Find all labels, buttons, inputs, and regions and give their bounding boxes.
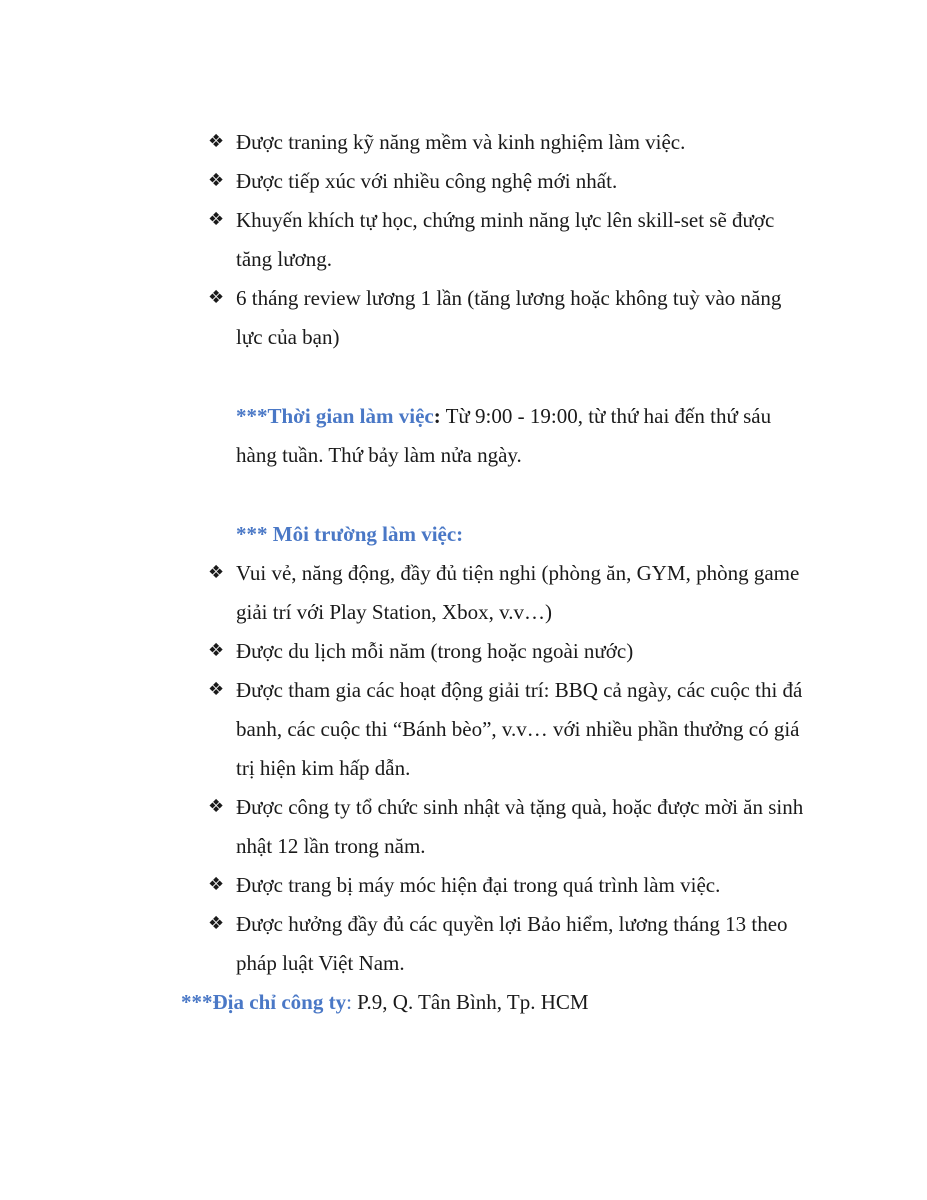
bullet-icon: ❖ — [208, 874, 225, 895]
environment-heading: *** Môi trường làm việc: — [236, 522, 464, 546]
bullet-icon: ❖ — [208, 640, 225, 661]
environment-item-4-line-2: nhật 12 lần trong năm. — [236, 834, 426, 858]
working-time-line-2: hàng tuần. Thứ bảy làm nửa ngày. — [236, 443, 522, 467]
environment-item-1-line-1: Vui vẻ, năng động, đầy đủ tiện nghi (phòng ăn, GYM, phòng game — [236, 561, 800, 585]
environment-item-3-line-3: trị hiện kim hấp dẫn. — [236, 756, 411, 780]
working-time-text: Từ 9:00 - 19:00, từ thứ hai đến thứ sáu — [440, 404, 772, 428]
benefit-item-1-line-1: Được traning kỹ năng mềm và kinh nghiệm làm việc. — [236, 130, 686, 154]
bullet-icon: ❖ — [208, 131, 225, 152]
bullet-icon: ❖ — [208, 562, 225, 583]
environment-item-5-line-1: Được trang bị máy móc hiện đại trong quá trình làm việc. — [236, 873, 721, 897]
address-label: ***Địa chỉ công ty — [181, 990, 347, 1014]
bullet-icon: ❖ — [208, 209, 225, 230]
bullet-icon: ❖ — [208, 796, 225, 817]
environment-item-6-line-2: pháp luật Việt Nam. — [236, 951, 405, 975]
address-text: P.9, Q. Tân Bình, Tp. HCM — [351, 990, 589, 1014]
address-colon: : — [346, 990, 352, 1014]
bullet-icon: ❖ — [208, 170, 225, 191]
environment-item-6-line-1: Được hưởng đầy đủ các quyền lợi Bảo hiểm, lương tháng 13 theo — [236, 912, 788, 936]
benefit-item-3-line-2: tăng lương. — [236, 247, 332, 271]
address-line — [181, 989, 589, 1015]
benefit-item-4-line-2: lực của bạn) — [236, 325, 340, 349]
benefit-item-3-line-1: Khuyến khích tự học, chứng minh năng lực lên skill-set sẽ được — [236, 208, 775, 232]
environment-item-2-line-1: Được du lịch mỗi năm (trong hoặc ngoài nước) — [236, 639, 634, 663]
working-time-label: ***Thời gian làm việc — [236, 404, 434, 428]
bullet-icon: ❖ — [208, 679, 225, 700]
benefit-item-2-line-1: Được tiếp xúc với nhiều công nghệ mới nhất. — [236, 169, 618, 193]
environment-item-3-line-2: banh, các cuộc thi “Bánh bèo”, v.v… với nhiều phần thưởng có giá — [236, 717, 800, 741]
bullet-icon: ❖ — [208, 287, 225, 308]
environment-item-3-line-1: Được tham gia các hoạt động giải trí: BBQ cả ngày, các cuộc thi đá — [236, 678, 803, 702]
benefit-item-4-line-1: 6 tháng review lương 1 lần (tăng lương hoặc không tuỳ vào năng — [236, 286, 782, 310]
environment-item-4-line-1: Được công ty tổ chức sinh nhật và tặng quà, hoặc được mời ăn sinh — [236, 795, 804, 819]
bullet-icon: ❖ — [208, 913, 225, 934]
environment-item-1-line-2: giải trí với Play Station, Xbox, v.v…) — [236, 600, 552, 624]
working-time-colon: : — [433, 404, 441, 428]
working-time-line-1 — [236, 403, 771, 429]
